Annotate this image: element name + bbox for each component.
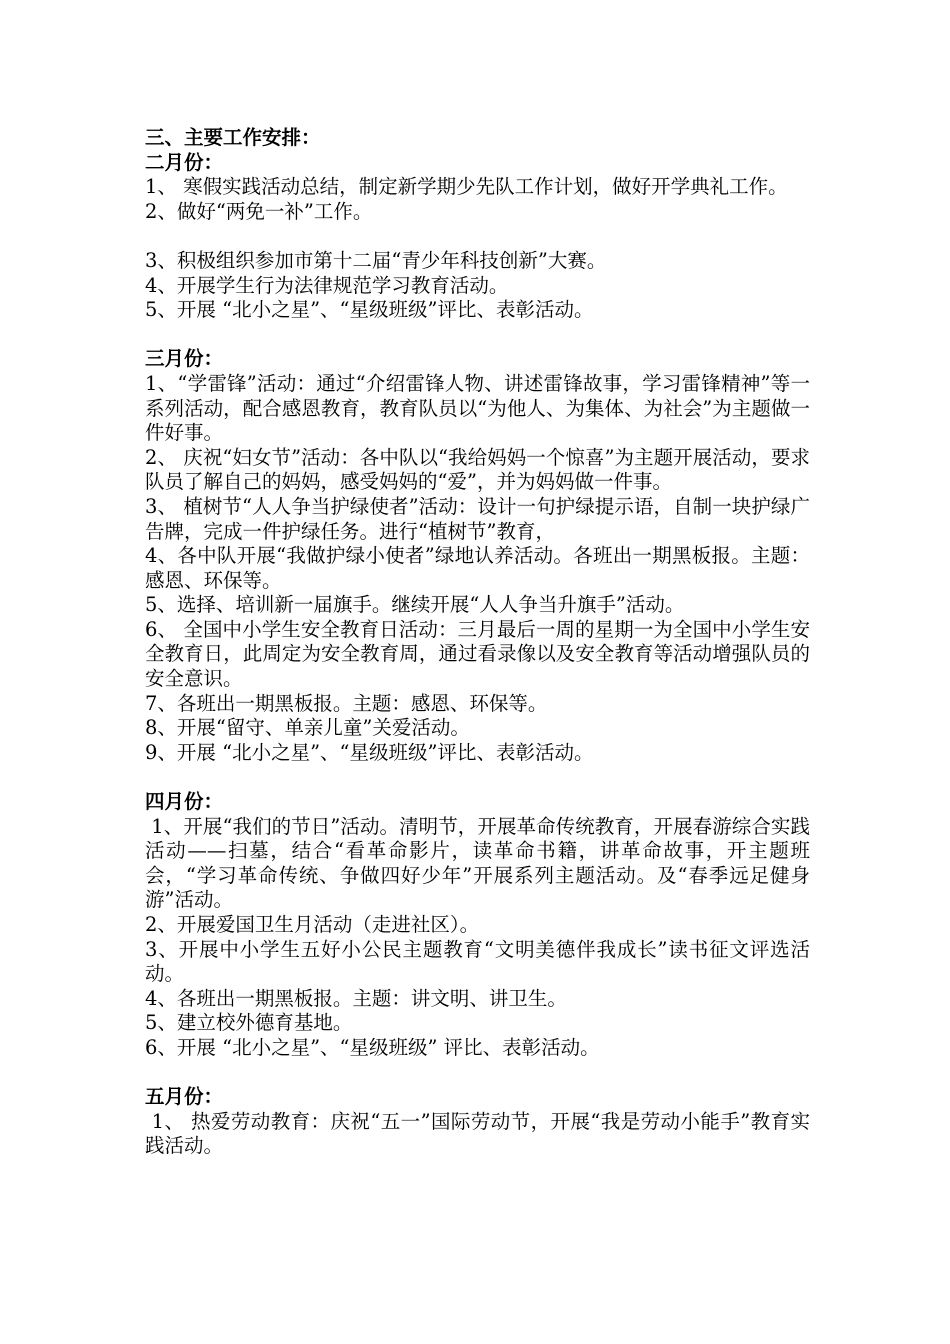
section-spacer — [145, 765, 810, 790]
list-item: 6、 全国中小学生安全教育日活动：三月最后一周的星期一为全国中小学生安全教育日，此周定为安全教育周，通过看录像以及安全教育等活动增强队员的安全意识。 — [145, 617, 810, 691]
sections-container — [145, 151, 810, 1159]
month-heading: 四月份： — [145, 790, 224, 814]
month-section — [145, 790, 810, 1061]
document-page — [145, 126, 810, 1159]
list-item: 4、各中队开展“我做护绿小使者”绿地认养活动。各班出一期黑板报。主题：感恩、环保等。 — [145, 544, 810, 592]
list-item: 1、开展“我们的节日”活动。清明节，开展革命传统教育，开展春游综合实践活动——扫墓，结合“看革命影片，读革命书籍，讲革命故事，开主题班会，“学习革命传统、争做四好少年”开展系列主题活动。及“春季远足健身游”活动。 — [145, 814, 810, 912]
list-item: 1、 热爱劳动教育：庆祝“五一”国际劳动节，开展“我是劳动小能手”教育实践活动。 — [145, 1109, 810, 1158]
list-item: 8、开展“留守、单亲儿童”关爱活动。 — [145, 716, 470, 740]
list-item: 2、做好“两免一补”工作。 — [145, 199, 373, 223]
section-spacer — [145, 1061, 810, 1086]
month-heading: 二月份： — [145, 150, 224, 174]
month-section — [145, 347, 810, 765]
list-item: 7、各班出一期黑板报。主题：感恩、环保等。 — [145, 691, 548, 715]
list-item: 2、 庆祝“妇女节”活动：各中队以“我给妈妈一个惊喜”为主题开展活动，要求队员了解自己的妈妈，感受妈妈的“爱”，并为妈妈做一件事。 — [145, 445, 810, 494]
month-section — [145, 151, 810, 323]
list-item: 3、开展中小学生五好小公民主题教育“文明美德伴我成长”读书征文评选活动。 — [145, 937, 810, 986]
list-item: 5、建立校外德育基地。 — [145, 1011, 353, 1035]
list-item: 4、各班出一期黑板报。主题：讲文明、讲卫生。 — [145, 986, 567, 1010]
blank-line — [145, 224, 810, 249]
list-item: 5、选择、培训新一届旗手。继续开展“人人争当升旗手”活动。 — [145, 593, 685, 617]
month-section — [145, 1085, 810, 1159]
list-item: 2、开展爱国卫生月活动（走进社区）。 — [145, 913, 480, 936]
section-spacer — [145, 323, 810, 348]
list-item: 1、 寒假实践活动总结，制定新学期少先队工作计划，做好开学典礼工作。 — [145, 175, 788, 199]
list-item: 6、开展 “北小之星”、“星级班级” 评比、表彰活动。 — [145, 1035, 600, 1059]
main-heading: 三、主要工作安排： — [145, 126, 321, 149]
list-item: 4、开展学生行为法律规范学习教育活动。 — [145, 273, 509, 297]
list-item: 5、开展 “北小之星”、“星级班级”评比、表彰活动。 — [145, 298, 594, 322]
list-item: 3、 植树节“人人争当护绿使者”活动：设计一句护绿提示语，自制一块护绿广告牌，完成一件护绿任务。进行“植树节”教育， — [145, 494, 810, 543]
list-item: 9、开展 “北小之星”、“星级班级”评比、表彰活动。 — [145, 740, 594, 764]
month-heading: 三月份： — [145, 347, 224, 371]
list-item: 3、积极组织参加市第十二届“青少年科技创新”大赛。 — [145, 248, 607, 272]
list-item: 1、“学雷锋”活动：通过“介绍雷锋人物、讲述雷锋故事，学习雷锋精神”等一系列活动，配合感恩教育，教育队员以“为他人、为集体、为社会”为主题做一件好事。 — [145, 371, 810, 445]
month-heading: 五月份： — [145, 1085, 224, 1109]
